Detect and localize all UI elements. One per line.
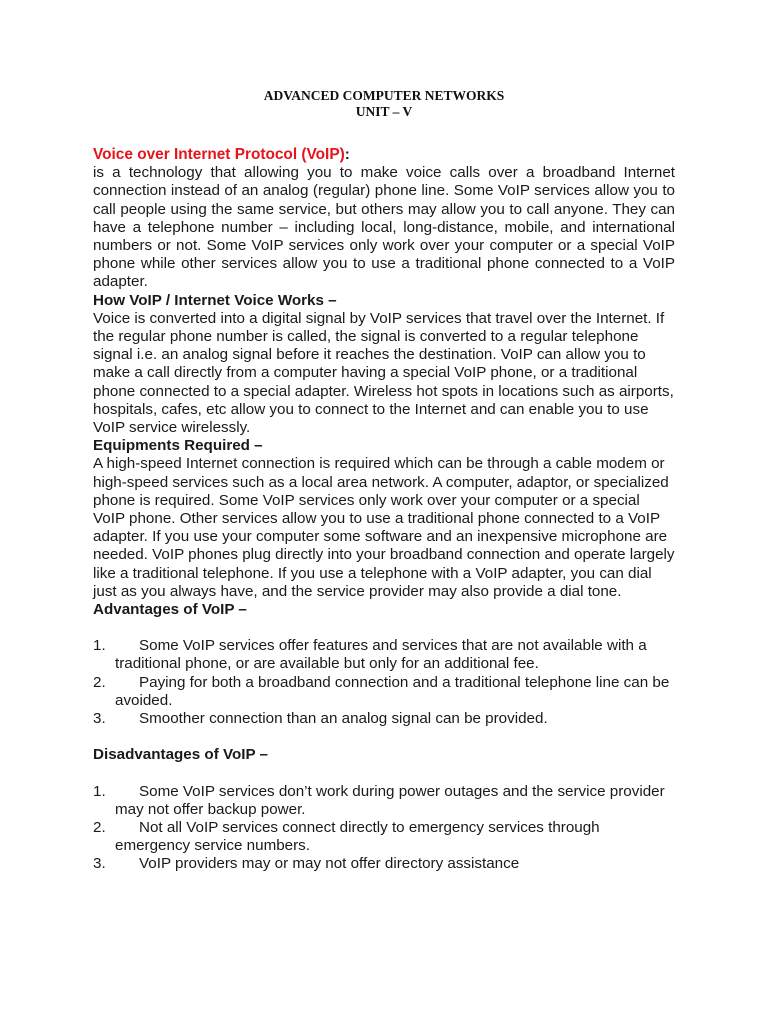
list-item-text: Not all VoIP services connect directly to emergency services through emergency service numbers.: [115, 818, 600, 855]
spacer: [93, 619, 675, 637]
disadvantages-list: [93, 783, 675, 874]
document-title: ADVANCED COMPUTER NETWORKS: [263, 88, 505, 103]
list-item-number: 2.: [93, 673, 106, 691]
voip-heading: Voice over Internet Protocol (VoIP): [93, 146, 345, 163]
list-item-number: 3.: [93, 710, 106, 728]
document-body: [93, 146, 675, 874]
advantages-list: [93, 637, 675, 728]
list-item-text: Smoother connection than an analog signal can be provided.: [139, 710, 548, 728]
voip-heading-line: [93, 146, 675, 164]
list-item: [93, 637, 675, 673]
how-voip-works-heading: How VoIP / Internet Voice Works –: [93, 291, 337, 309]
list-item: [93, 674, 675, 710]
list-item: [93, 783, 675, 819]
list-item: [93, 710, 675, 728]
list-item-number: 1.: [93, 637, 106, 655]
list-item: [93, 819, 675, 855]
list-item-number: 1.: [93, 782, 106, 800]
list-item-text: Some VoIP services offer features and services that are not available with a traditional phone, or are available but only for an additional fee.: [115, 637, 647, 673]
equipments-paragraph: A high-speed Internet connection is required which can be through a cable modem or high-speed services such as a local area network. A computer, adaptor, or specialized phone is required. Some VoIP services only work over your computer or a special VoIP phone. Other services allow you to use a traditional phone connected to a VoIP adapter. If you use your computer some software and an inexpensive microphone are needed. VoIP phones plug directly into your broadband connection and operate largely like a traditional telephone. If you use a telephone with a VoIP adapter, you can dial just as you always have, and the service provider may also provide a dial tone.: [93, 455, 675, 600]
unit-label: UNIT – V: [355, 104, 413, 119]
disadvantages-heading: Disadvantages of VoIP –: [93, 746, 268, 764]
list-item-text: Some VoIP services don’t work during power outages and the service provider may not offer backup power.: [115, 782, 665, 818]
list-item-text: VoIP providers may or may not offer directory assistance: [139, 855, 520, 873]
voip-paragraph: is a technology that allowing you to make voice calls over a broadband Internet connection instead of an analog (regular) phone line. Some VoIP services allow you to call people using the same service, but others may allow you to call anyone. They can have a telephone number – including local, long-distance, mobile, and international numbers or not. Some VoIP services only work over your computer or a special VoIP phone while other services allow you to use a traditional phone connected to a VoIP adapter.: [93, 164, 675, 291]
equipments-heading: Equipments Required –: [93, 437, 263, 455]
how-voip-works-paragraph: Voice is converted into a digital signal by VoIP services that travel over the Internet. If the regular phone number is called, the signal is converted to a regular telephone signal i.e. an analog signal before it reaches the destination. VoIP can allow you to make a call directly from a computer having a special VoIP phone, or a traditional phone connected to a special adapter. Wireless hot spots in locations such as airports, hospitals, cafes, etc allow you to connect to the Internet and can enable you to use VoIP service wirelessly.: [93, 309, 674, 437]
document-header: [93, 0, 675, 120]
spacer: [93, 765, 675, 783]
list-item-number: 2.: [93, 818, 106, 836]
list-item-number: 3.: [93, 855, 106, 873]
voip-heading-colon: :: [344, 146, 350, 163]
list-item-text: Paying for both a broadband connection and a traditional telephone line can be avoided.: [115, 673, 670, 709]
list-item: [93, 855, 675, 873]
advantages-heading: Advantages of VoIP –: [93, 601, 247, 619]
spacer: [93, 728, 675, 746]
